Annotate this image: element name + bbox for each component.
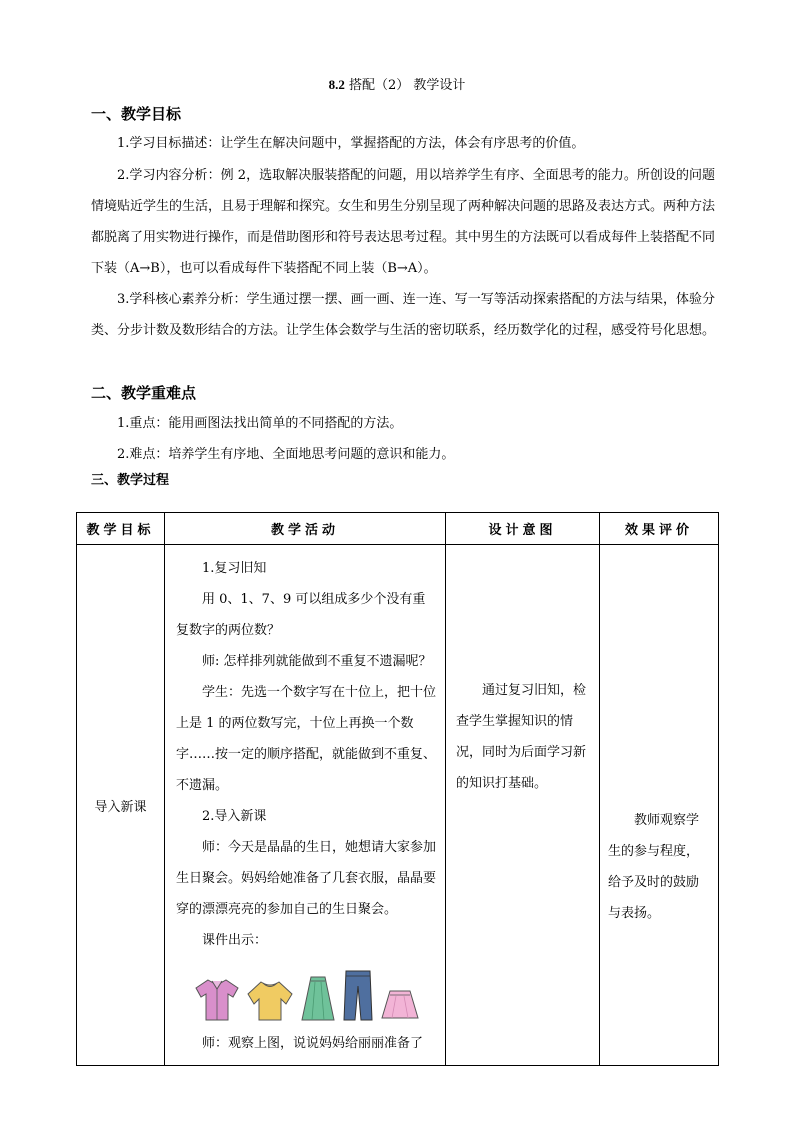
key-point-2: 2.难点：培养学生有序地、全面地思考问题的意识和能力。 (117, 447, 455, 462)
activity-line: 课件出示： (202, 933, 268, 948)
goal-paragraph-1: 1.学习目标描述：让学生在解决问题中，掌握搭配的方法，体会有序思考的价值。 (117, 136, 585, 151)
table-row (77, 545, 719, 1066)
intent-cell (446, 545, 600, 1066)
goal-paragraph-2: 2.学习内容分析：例 2，选取解决服装搭配的问题，用以培养学生有序、全面思考的能力。所创设的问题情境贴近学生的生活，且易于理解和探究。女生和男生分别呈现了两种解决问题的思路及表达方式。两种方法都脱离了用实物进行操作，而是借助图形和符号表达思考过程。其中男生的方法既可以看成每件上装搭配不同下装（A→B），也可以看成每件下装搭配不同上装（B→A）。 (91, 168, 716, 276)
activity-line: 1.复习旧知 (202, 561, 267, 576)
yellow-shirt-icon (246, 978, 294, 1022)
activity-line: 2.导入新课 (202, 809, 267, 824)
evaluation-cell (600, 545, 719, 1066)
goal-paragraph-3: 3.学科核心素养分析：学生通过摆一摆、画一画、连一连、写一写等活动探索搭配的方法与结果，体验分类、分步计数及数形结合的方法。让学生体会数学与生活的密切联系，经历数学化的过程，感受符号化思想。 (91, 292, 716, 338)
blue-pants-icon (342, 968, 374, 1022)
section-heading-process: 三、教学过程 (91, 473, 170, 488)
goal-cell (77, 545, 165, 1066)
section-heading-keypoints: 二、教学重难点 (91, 384, 197, 402)
document-title: 8.2 搭配（2） 教学设计 (328, 77, 466, 93)
header-evaluation: 效果评价 (600, 513, 719, 545)
section-heading-goals: 一、教学目标 (91, 105, 182, 123)
pink-shirt-icon (194, 976, 240, 1022)
activity-line: 师：今天是晶晶的生日，她想请大家参加生日聚会。妈妈给她准备了几套衣服，晶晶要穿的漂漂亮亮的参加自己的生日聚会。 (176, 840, 437, 917)
activity-line-tail: 师：观察上图，说说妈妈给丽丽准备了 (202, 1036, 424, 1051)
green-skirt-icon (300, 974, 336, 1022)
pink-skirt-icon (380, 988, 420, 1022)
activity-line: 师: 怎样排列就能做到不重复不遗漏呢？ (202, 654, 432, 669)
key-point-1: 1.重点：能用画图法找出简单的不同搭配的方法。 (117, 416, 403, 431)
activity-line: 学生：先选一个数字写在十位上，把十位上是 1 的两位数写完，十位上再换一个数字……按一定的顺序搭配，就能做到不重复、不遗漏。 (176, 685, 437, 793)
clothing-illustration (176, 968, 437, 1022)
table-header-row (77, 513, 719, 545)
activity-cell (165, 545, 446, 1066)
header-goal: 教学目标 (77, 513, 165, 545)
header-intent: 设计意图 (446, 513, 600, 545)
intent-text: 通过复习旧知，检查学生掌握知识的情况，同时为后面学习新的知识打基础。 (456, 683, 587, 791)
header-activity: 教学活动 (165, 513, 446, 545)
activity-line: 用 0、1、7、9 可以组成多少个没有重复数字的两位数？ (176, 592, 426, 638)
lesson-process-table (76, 512, 719, 1066)
evaluation-text: 教师观察学生的参与程度，给予及时的鼓励与表扬。 (608, 813, 700, 921)
goal-label: 导入新课 (94, 799, 147, 815)
